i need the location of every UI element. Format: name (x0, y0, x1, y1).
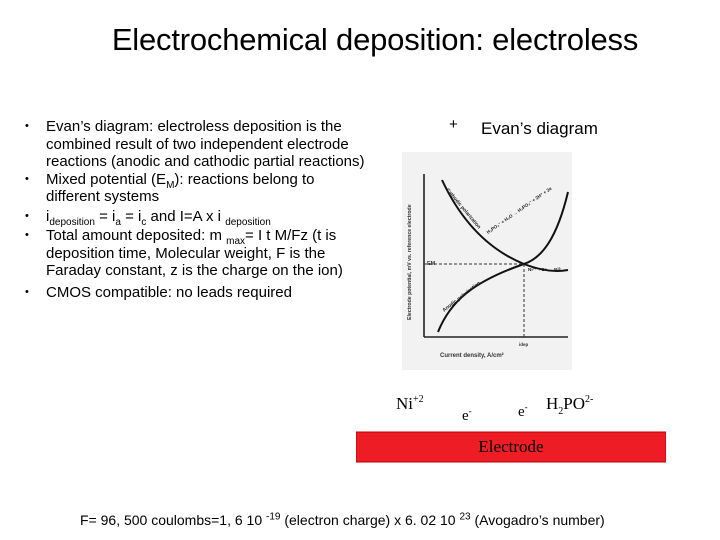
eq-rest: and I=A x i (146, 207, 226, 225)
footnote-post: (Avogadro’s number) (470, 512, 605, 528)
bullet-text-sub: max (226, 236, 246, 247)
idep-label: idep (519, 342, 529, 347)
reaction-top-label: H₂PO₂⁻ + H₂O → H₂PO₃⁻ + 2H⁺ + 2e (485, 185, 553, 235)
bullet-text-post: ): reactions belong to different systems (46, 170, 315, 205)
x-axis-label: Current density, A/cm² (440, 353, 504, 359)
anodic-label: Anodic polarization (441, 280, 482, 314)
electron-1-label: e- (462, 406, 472, 424)
evans-diagram-label: Evan’s diagram (481, 119, 598, 138)
bullet-text-post: = I t M/Fz (t is deposition time, Molecular weight, F is the Faraday constant, z is the charge on the ion) (46, 227, 343, 279)
bullet-list (22, 118, 367, 301)
electron-2-label: e- (518, 402, 528, 420)
bullet-text: Evan’s diagram: electroless deposition is the combined result of two independent electrode reactions (anodic and cathodic partial reactions) (46, 118, 365, 170)
eq-part: = i (120, 207, 142, 225)
bullet-marker: • (25, 229, 29, 241)
bullet-text-pre: Mixed potential (E (46, 170, 167, 188)
electrode-label: Electrode (478, 437, 544, 456)
bullet-text: CMOS compatible: no leads required (46, 283, 292, 301)
faraday-footnote (80, 512, 605, 528)
bullet-marker: • (25, 285, 29, 298)
bullet-evans-diagram (22, 118, 367, 171)
ni-ion-label: $Ni^{+2}$ (396, 394, 424, 413)
right-bullet-marker: + (449, 116, 458, 133)
bullet-marker: • (25, 120, 29, 132)
footnote-exp-avogadro: 23 (459, 511, 471, 523)
eq-part: = i (94, 207, 116, 225)
slide-title: Electrochemical deposition: electroless (111, 22, 639, 57)
bullet-text-pre: Total amount deposited: m (46, 227, 227, 244)
footnote-mid: (electron charge) x 6. 02 10 (280, 512, 460, 528)
bullet-cmos (22, 284, 367, 302)
footnote-pre: F= 96, 500 coulombs=1, 6 10 (80, 512, 267, 528)
bullet-text-sub: M (166, 179, 175, 191)
bullet-mixed-potential (22, 171, 367, 206)
bullet-marker: • (25, 172, 29, 185)
bullet-total-amount (22, 227, 367, 280)
eq-sub-c: c (141, 216, 147, 228)
eq-sub-a: a (115, 216, 121, 228)
bullet-marker: • (25, 209, 29, 222)
cathodic-label: Cathodic polarization (444, 187, 482, 231)
em-label: EM (427, 261, 436, 267)
reaction-bottom-label: Ni²⁺ + 2e → Ni⁰ (528, 267, 561, 272)
eq-i: i (46, 207, 50, 225)
eq-sub-deposition-2: deposition (225, 216, 271, 228)
footnote-exp-electron: -19 (266, 511, 281, 523)
bullet-current-equation (22, 208, 367, 226)
eq-sub-deposition: deposition (49, 216, 95, 228)
h2po-ion-label: $H_2PO^{2-}$ (546, 394, 594, 417)
y-axis-label: Electrode potential, mV vs. reference electrode (407, 204, 413, 320)
electrode-figure (356, 386, 666, 464)
evans-diagram-figure (402, 152, 572, 370)
